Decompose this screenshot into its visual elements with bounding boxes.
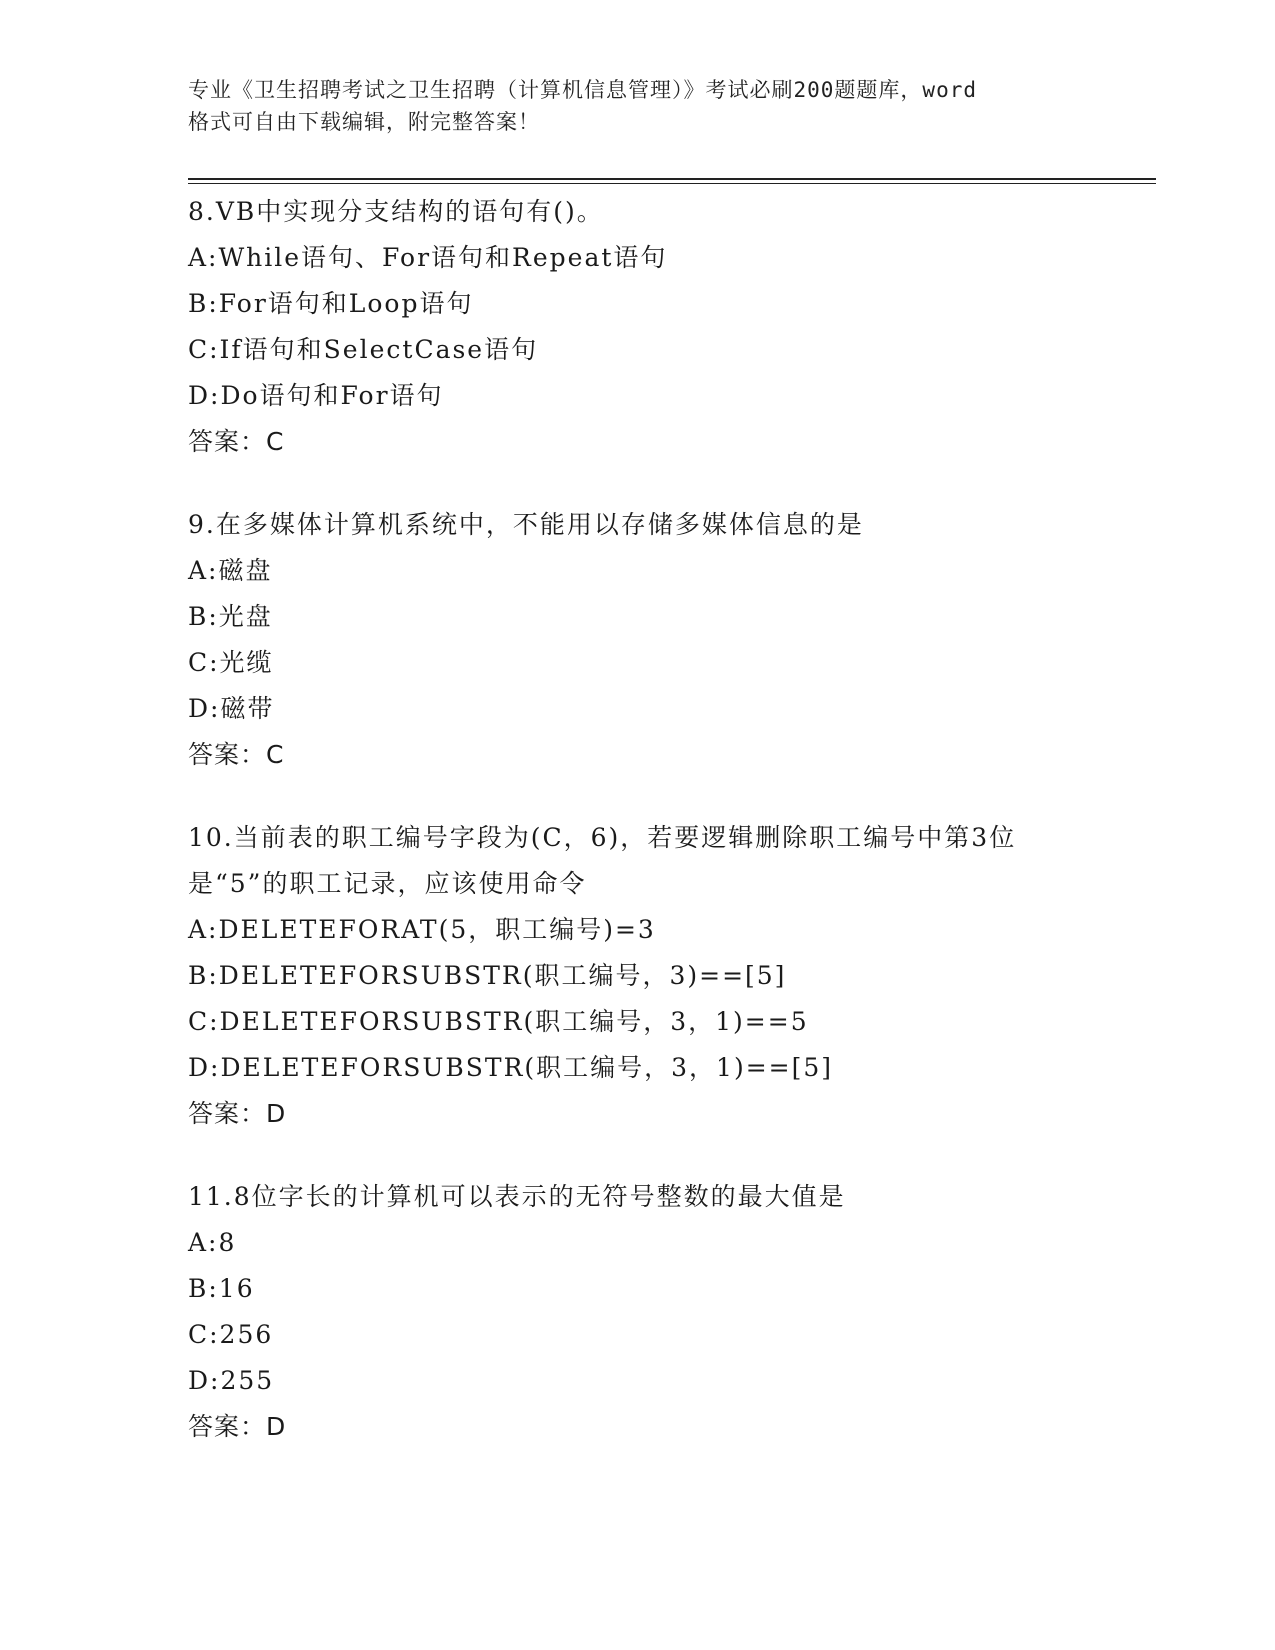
question-list: [188, 189, 1088, 1487]
question-8: [188, 189, 1088, 465]
header-line-2: 格式可自由下载编辑，附完整答案！: [188, 110, 540, 134]
answer-text: 答案：C: [188, 740, 285, 769]
option-a: A:8: [188, 1228, 237, 1257]
document-header: [188, 74, 1098, 138]
option-c: C:If语句和SelectCase语句: [188, 335, 539, 364]
header-divider-thin: [188, 183, 1156, 184]
option-b: B:For语句和Loop语句: [188, 289, 474, 318]
header-line-1: 专业《卫生招聘考试之卫生招聘（计算机信息管理）》考试必刷200题题库，word: [188, 78, 977, 102]
answer-text: 答案：D: [188, 1099, 287, 1128]
option-d: D:DELETEFORSUBSTR(职工编号，3，1)==[5]: [188, 1053, 834, 1082]
option-d: D:Do语句和For语句: [188, 381, 444, 410]
option-a: A:磁盘: [188, 556, 273, 585]
question-stem: 10.当前表的职工编号字段为(C，6)，若要逻辑删除职工编号中第3位是“5”的职工记录，应该使用命令: [188, 823, 1017, 898]
header-divider: [188, 178, 1156, 180]
option-d: D:磁带: [188, 694, 275, 723]
option-a: A:DELETEFORAT(5，职工编号)=3: [188, 915, 656, 944]
option-b: B:DELETEFORSUBSTR(职工编号，3)==[5]: [188, 961, 787, 990]
option-d: D:255: [188, 1366, 275, 1395]
question-stem: 9.在多媒体计算机系统中，不能用以存储多媒体信息的是: [188, 510, 864, 539]
question-11: [188, 1174, 1088, 1450]
option-b: B:16: [188, 1274, 255, 1303]
option-c: C:DELETEFORSUBSTR(职工编号，3，1)==5: [188, 1007, 809, 1036]
option-c: C:256: [188, 1320, 274, 1349]
question-10: [188, 815, 1088, 1137]
question-stem: 8.VB中实现分支结构的语句有()。: [188, 197, 604, 226]
option-b: B:光盘: [188, 602, 273, 631]
answer-text: 答案：D: [188, 1412, 287, 1441]
option-a: A:While语句、For语句和Repeat语句: [188, 243, 668, 272]
option-c: C:光缆: [188, 648, 274, 677]
question-stem: 11.8位字长的计算机可以表示的无符号整数的最大值是: [188, 1182, 846, 1211]
question-9: [188, 502, 1088, 778]
answer-text: 答案：C: [188, 427, 285, 456]
